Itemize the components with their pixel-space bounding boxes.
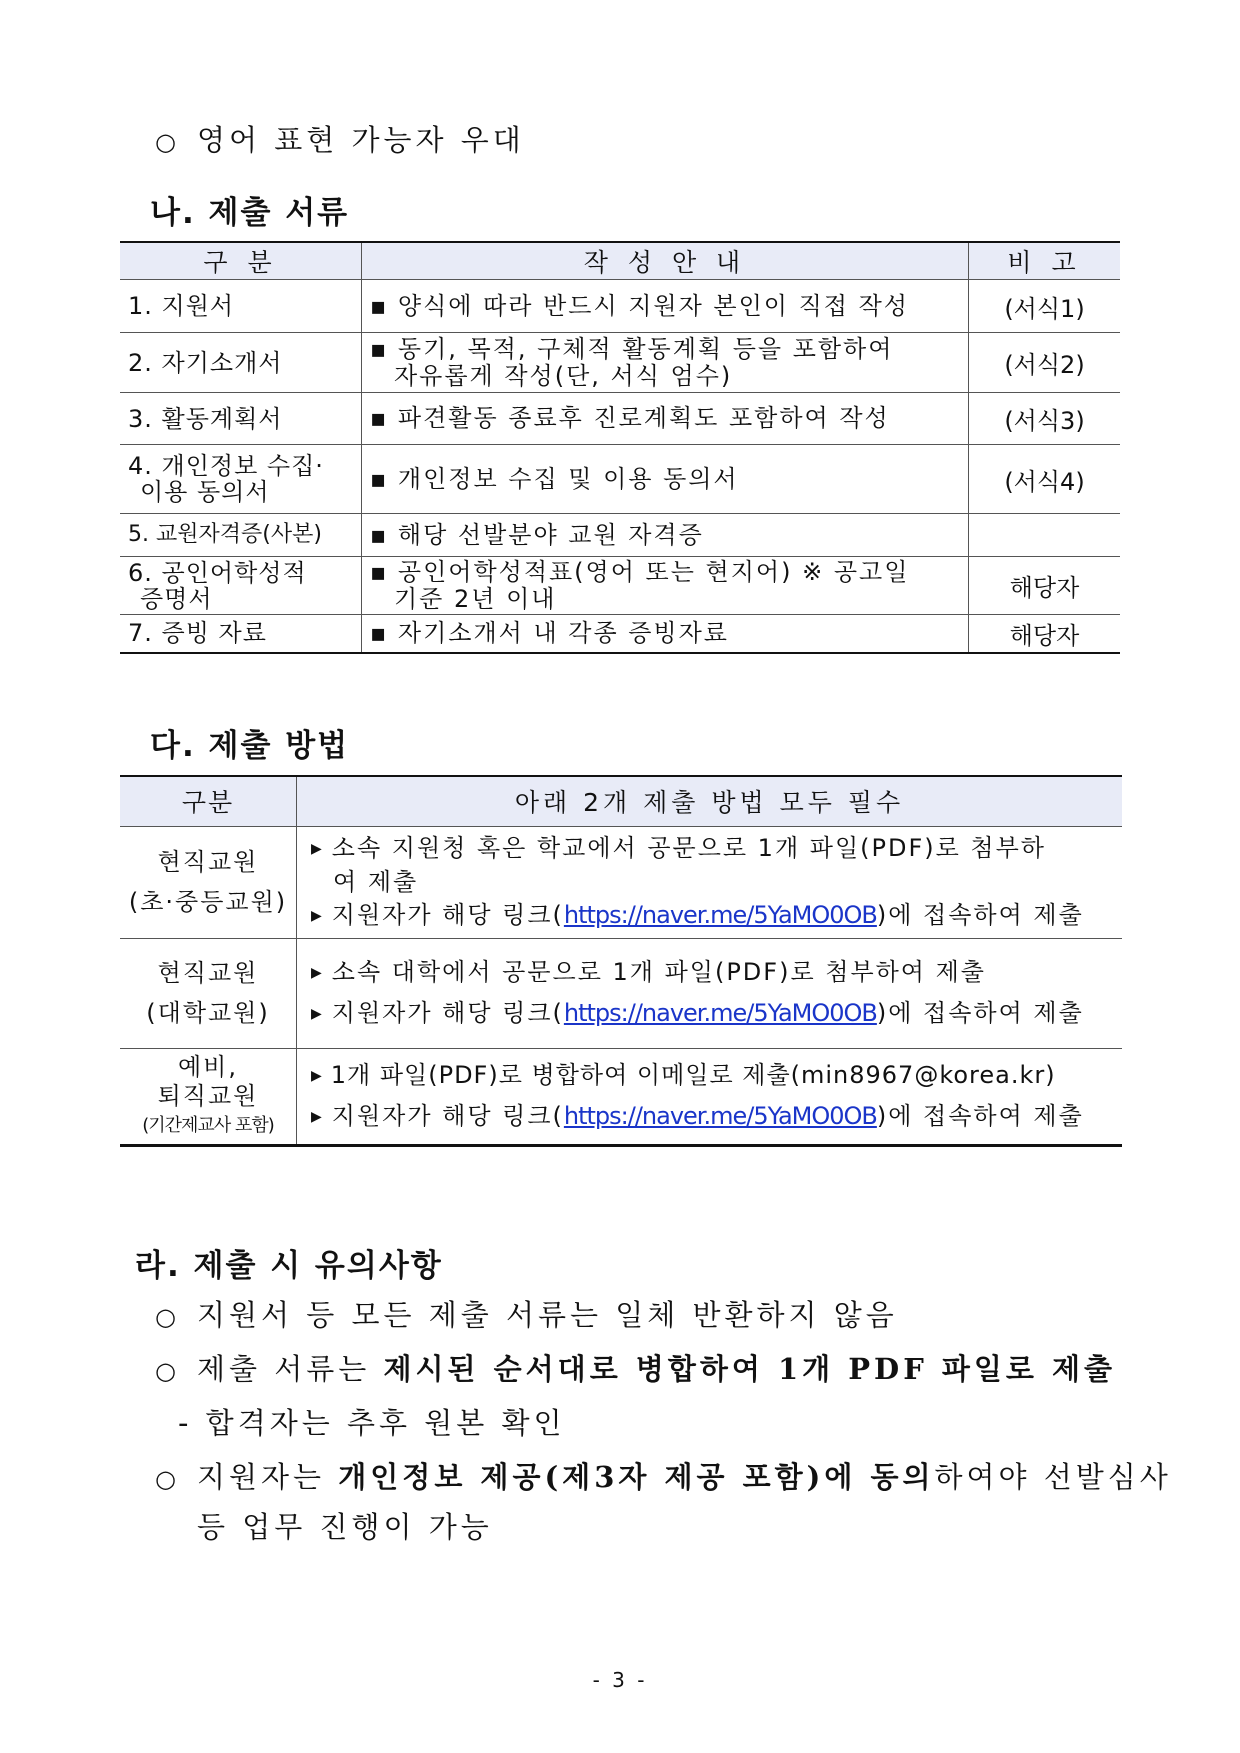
documents-table [120, 241, 1120, 654]
page-number: - 3 - [592, 1668, 648, 1692]
table-header-row [120, 242, 1120, 280]
triangle-bullet-icon: ▶ [311, 1108, 324, 1125]
triangle-bullet-icon: ▶ [311, 964, 324, 981]
application-link[interactable]: https://naver.me/5YaMO0OB [563, 900, 877, 929]
circle-bullet-icon: ○ [155, 128, 180, 156]
section-title-notes: 라. 제출 시 유의사항 [135, 1248, 443, 1284]
note-item: ○ 지원서 등 모든 제출 서류는 일체 반환하지 않음 [155, 1298, 898, 1332]
table-row: 5. 교원자격증(사본) ▪ 해당 선발분야 교원 자격증 [120, 514, 1120, 557]
circle-bullet-icon: ○ [155, 1465, 180, 1493]
table-row: 3. 활동계획서 ▪ 파견활동 종료후 진로계획도 포함하여 작성 (서식3) [120, 393, 1120, 445]
triangle-bullet-icon: ▶ [311, 1005, 324, 1022]
note-continuation: 등 업무 진행이 가능 [197, 1510, 493, 1544]
header-methods: 아래 2개 제출 방법 모두 필수 [297, 776, 1123, 826]
header-guide: 작 성 안 내 [362, 242, 969, 280]
preference-bullet: ○ 영어 표현 가능자 우대 [155, 123, 525, 157]
section-title-documents: 나. 제출 서류 [150, 195, 350, 231]
submission-method-table [120, 775, 1122, 1147]
note-item: ○ 제출 서류는 제시된 순서대로 병합하여 1개 PDF 파일로 제출 [155, 1352, 1117, 1386]
header-category: 구분 [120, 776, 297, 826]
circle-bullet-icon: ○ [155, 1357, 180, 1385]
table-row: 1. 지원서 ▪ 양식에 따라 반드시 지원자 본인이 직접 작성 (서식1) [120, 280, 1120, 333]
header-category: 구 분 [120, 242, 362, 280]
table-row: 4. 개인정보 수집· 이용 동의서 ▪ 개인정보 수집 및 이용 동의서 (서식4) [120, 445, 1120, 514]
note-sub-item: - 합격자는 추후 원본 확인 [178, 1406, 566, 1440]
table-row: 현직교원 (대학교원) ▶ 소속 대학에서 공문으로 1개 파일(PDF)로 첨부하여 제출 ▶ 지원자가 해당 링크(https://naver.me/5YaMO0OB)에 접속하여 제출 [120, 938, 1122, 1048]
application-link[interactable]: https://naver.me/5YaMO0OB [563, 1101, 877, 1130]
triangle-bullet-icon: ▶ [311, 1067, 323, 1084]
table-row: 2. 자기소개서 ▪ 동기, 목적, 구체적 활동계획 등을 포함하여 자유롭게 작성(단, 서식 엄수) (서식2) [120, 333, 1120, 393]
table-row: 7. 증빙 자료 ▪ 자기소개서 내 각종 증빙자료 해당자 [120, 615, 1120, 653]
triangle-bullet-icon: ▶ [311, 907, 324, 924]
table-header-row [120, 776, 1122, 826]
triangle-bullet-icon: ▶ [311, 840, 324, 857]
header-remarks: 비 고 [969, 242, 1121, 280]
table-row: 현직교원 (초·중등교원) ▶ 소속 지원청 혹은 학교에서 공문으로 1개 파일(PDF)로 첨부하 여 제출 ▶ 지원자가 해당 링크(https://naver.me/5YaMO0OB)에 접속하여 제출 [120, 826, 1122, 938]
table-row: 예비, 퇴직교원 (기간제교사 포함) ▶ 1개 파일(PDF)로 병합하여 이메일로 제출(min8967@korea.kr) ▶ 지원자가 해당 링크(https://naver.me/5YaMO0OB)에 접속하여 제출 [120, 1048, 1122, 1145]
section-title-method: 다. 제출 방법 [150, 728, 350, 764]
application-link[interactable]: https://naver.me/5YaMO0OB [563, 998, 877, 1027]
circle-bullet-icon: ○ [155, 1303, 180, 1331]
table-row: 6. 공인어학성적 증명서 ▪ 공인어학성적표(영어 또는 현지어) ※ 공고일 기준 2년 이내 해당자 [120, 557, 1120, 615]
note-item: ○ 지원자는 개인정보 제공(제3자 제공 포함)에 동의하여야 선발심사 [155, 1460, 1172, 1494]
